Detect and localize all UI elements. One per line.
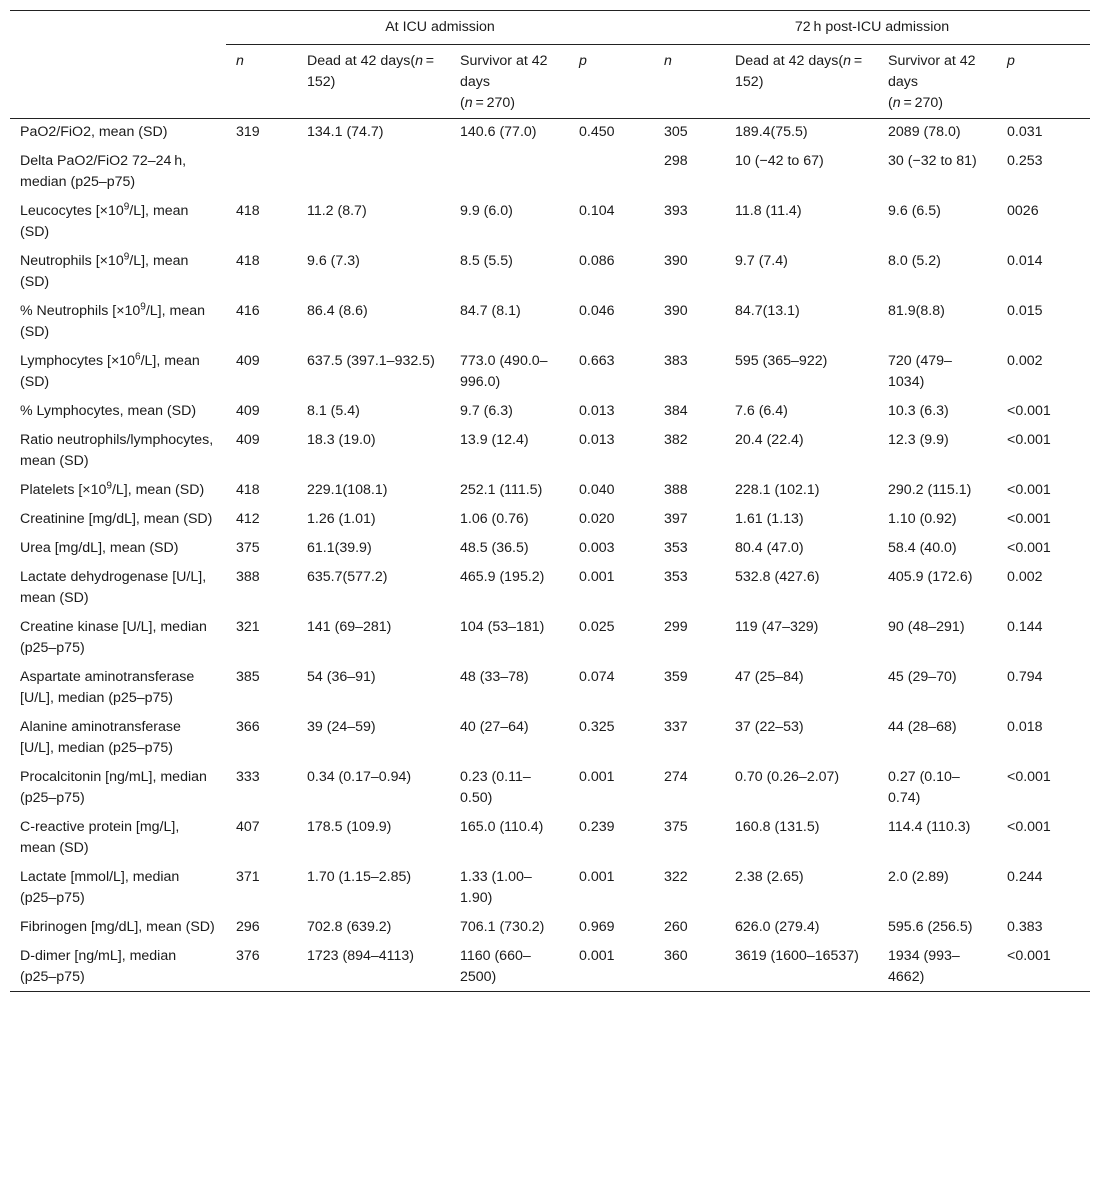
cell-survivor-admission: 48.5 (36.5) <box>460 540 529 556</box>
cell-n-admission: 385 <box>236 669 260 685</box>
cell-p-72h: <0.001 <box>1007 432 1051 448</box>
cell-survivor-admission: 465.9 (195.2) <box>460 569 545 585</box>
table-row <box>10 713 1090 763</box>
cell-n-admission: 371 <box>236 869 260 885</box>
cell-dead-72h: 595 (365–922) <box>735 353 828 369</box>
table-container <box>10 10 1090 992</box>
cell-survivor-72h: 45 (29–70) <box>888 669 957 685</box>
cell-dead-72h: 0.70 (0.26–2.07) <box>735 769 840 785</box>
cell-n-72h: 384 <box>664 403 688 419</box>
row-label: Creatine kinase [U/L], median (p25–p75) <box>20 619 207 656</box>
cell-n-72h: 274 <box>664 769 688 785</box>
cell-dead-admission: 702.8 (639.2) <box>307 919 392 935</box>
column-header-row <box>10 45 1090 119</box>
cell-dead-72h: 84.7(13.1) <box>735 303 800 319</box>
cell-p-72h: 0.014 <box>1007 253 1043 269</box>
cell-n-72h: 393 <box>664 203 688 219</box>
cell-survivor-admission: 1.33 (1.00–1.90) <box>460 869 532 906</box>
table-row <box>10 942 1090 992</box>
cell-dead-admission: 11.2 (8.7) <box>307 203 367 219</box>
cell-dead-admission: 39 (24–59) <box>307 719 376 735</box>
cell-n-72h: 375 <box>664 819 688 835</box>
row-label: Ratio neutrophils/lymphocytes, mean (SD) <box>20 432 214 469</box>
cell-dead-72h: 1.61 (1.13) <box>735 511 804 527</box>
cell-n-admission: 296 <box>236 919 260 935</box>
column-header-blank <box>10 45 226 119</box>
cell-survivor-admission: 706.1 (730.2) <box>460 919 545 935</box>
row-label: Delta PaO2/FiO2 72–24 h, median (p25–p75) <box>20 153 187 190</box>
cell-n-72h: 397 <box>664 511 688 527</box>
cell-dead-admission: 9.6 (7.3) <box>307 253 360 269</box>
cell-dead-admission: 635.7(577.2) <box>307 569 388 585</box>
cell-n-admission: 376 <box>226 942 297 992</box>
cell-n-admission: 388 <box>236 569 260 585</box>
cell-p-admission: 0.040 <box>579 482 615 498</box>
cell-n-admission: 366 <box>236 719 260 735</box>
cell-survivor-72h: 1.10 (0.92) <box>888 511 957 527</box>
cell-n-72h: 382 <box>664 432 688 448</box>
cell-n-72h: 359 <box>664 669 688 685</box>
cell-survivor-72h: 90 (48–291) <box>888 619 965 635</box>
cell-dead-72h: 228.1 (102.1) <box>735 482 820 498</box>
cell-p-admission: 0.104 <box>579 203 615 219</box>
cell-p-admission: 0.074 <box>579 669 615 685</box>
cell-p-72h: <0.001 <box>1007 403 1051 419</box>
cell-n-72h: 390 <box>664 303 688 319</box>
cell-n-72h: 322 <box>664 869 688 885</box>
cell-dead-admission: 1.26 (1.01) <box>307 511 376 527</box>
cell-n-admission: 416 <box>236 303 260 319</box>
cell-p-admission: 0.325 <box>579 719 615 735</box>
cell-survivor-admission: 13.9 (12.4) <box>460 432 529 448</box>
cell-n-admission <box>226 147 297 197</box>
row-label: Aspartate aminotransferase [U/L], median (p25–p75) <box>20 669 195 706</box>
cell-p-72h: <0.001 <box>1007 511 1051 527</box>
cell-survivor-admission: 1.06 (0.76) <box>460 511 529 527</box>
cell-n-admission: 407 <box>236 819 260 835</box>
cell-p-admission: 0.001 <box>579 769 615 785</box>
cell-survivor-72h: 2.0 (2.89) <box>888 869 949 885</box>
cell-survivor-72h: 44 (28–68) <box>888 719 957 735</box>
cell-dead-admission: 8.1 (5.4) <box>307 403 360 419</box>
cell-survivor-72h: 720 (479–1034) <box>888 353 952 390</box>
cell-p-admission: 0.013 <box>579 403 615 419</box>
table-row <box>10 119 1090 148</box>
cell-survivor-72h: 1934 (993–4662) <box>878 942 997 992</box>
cell-p-admission: 0.001 <box>579 569 615 585</box>
cell-n-72h: 390 <box>664 253 688 269</box>
row-label: Fibrinogen [mg/dL], mean (SD) <box>20 919 215 935</box>
cell-dead-72h: 10 (−42 to 67) <box>735 153 824 169</box>
cell-p-admission: 0.239 <box>579 819 615 835</box>
cell-n-72h: 260 <box>664 919 688 935</box>
cell-dead-72h: 189.4(75.5) <box>725 119 878 148</box>
cell-p-admission: 0.086 <box>579 253 615 269</box>
cell-p-72h: 0.031 <box>997 119 1090 148</box>
cell-p-72h: 0.244 <box>1007 869 1043 885</box>
cell-survivor-72h: 9.6 (6.5) <box>888 203 941 219</box>
column-header-p-72h: p <box>1007 53 1015 69</box>
cell-p-admission: 0.025 <box>579 619 615 635</box>
group-header-admission: At ICU admission <box>226 11 654 45</box>
row-label: % Neutrophils $[\times 10^9/L]$, mean (SD) <box>20 301 205 340</box>
cell-dead-72h: 9.7 (7.4) <box>735 253 788 269</box>
table-row <box>10 297 1090 347</box>
column-header-n-admission: n <box>236 53 244 69</box>
table-body <box>10 119 1090 992</box>
row-label: C-reactive protein [mg/L], mean (SD) <box>20 819 180 856</box>
header-blank <box>10 11 226 45</box>
row-label: Leucocytes $[\times 10^9/L]$, mean (SD) <box>20 201 189 240</box>
cell-n-admission: 409 <box>236 432 260 448</box>
table-row <box>10 613 1090 663</box>
table-header <box>10 11 1090 119</box>
cell-dead-admission: 134.1 (74.7) <box>297 119 450 148</box>
column-header-survivor-admission: Survivor at 42 days (n = 270) <box>460 53 548 111</box>
cell-survivor-admission: 1160 (660–2500) <box>450 942 569 992</box>
row-label: Lactate [mmol/L], median (p25–p75) <box>20 869 180 906</box>
cell-p-72h: <0.001 <box>1007 482 1051 498</box>
cell-dead-72h: 37 (22–53) <box>735 719 804 735</box>
table-row <box>10 913 1090 942</box>
cell-n-72h: 305 <box>654 119 725 148</box>
table-row <box>10 505 1090 534</box>
table-row <box>10 663 1090 713</box>
row-label: % Lymphocytes, mean (SD) <box>20 403 197 419</box>
row-label: Procalcitonin [ng/mL], median (p25–p75) <box>20 769 207 806</box>
cell-n-admission: 321 <box>236 619 260 635</box>
cell-p-72h: 0.018 <box>1007 719 1043 735</box>
cell-dead-admission: 1.70 (1.15–2.85) <box>307 869 412 885</box>
cell-n-admission: 409 <box>236 403 260 419</box>
cell-dead-72h: 2.38 (2.65) <box>735 869 804 885</box>
cell-dead-admission: 61.1(39.9) <box>307 540 372 556</box>
column-header-p-admission: p <box>579 53 587 69</box>
cell-p-72h: 0.015 <box>1007 303 1043 319</box>
cell-survivor-72h: 114.4 (110.3) <box>888 819 971 835</box>
cell-p-admission: 0.003 <box>579 540 615 556</box>
cell-dead-72h: 7.6 (6.4) <box>735 403 788 419</box>
cell-dead-admission: 1723 (894–4113) <box>297 942 450 992</box>
cell-dead-admission: 178.5 (109.9) <box>307 819 392 835</box>
cell-n-72h: 353 <box>664 540 688 556</box>
cell-dead-72h: 80.4 (47.0) <box>735 540 804 556</box>
cell-n-admission: 375 <box>236 540 260 556</box>
column-header-dead-72h: Dead at 42 days(n = 152) <box>735 53 865 90</box>
cell-survivor-72h: 30 (−32 to 81) <box>888 153 977 169</box>
cell-survivor-admission: 140.6 (77.0) <box>450 119 569 148</box>
table-row <box>10 476 1090 505</box>
row-label: D-dimer [ng/mL], median (p25–p75) <box>10 942 226 992</box>
cell-survivor-72h: 290.2 (115.1) <box>888 482 972 498</box>
cell-survivor-admission: 9.9 (6.0) <box>460 203 513 219</box>
row-label: Neutrophils $[\times 10^9/L]$, mean (SD) <box>20 251 189 290</box>
cell-survivor-admission: 8.5 (5.5) <box>460 253 513 269</box>
cell-p-admission: 0.046 <box>579 303 615 319</box>
row-label: PaO2/FiO2, mean (SD) <box>10 119 226 148</box>
cell-survivor-admission: 773.0 (490.0–996.0) <box>460 353 548 390</box>
row-label: Creatinine [mg/dL], mean (SD) <box>20 511 213 527</box>
cell-survivor-admission: 84.7 (8.1) <box>460 303 521 319</box>
cell-p-admission <box>569 147 654 197</box>
row-label: Platelets $[\times 10^9/L]$, mean (SD) <box>20 480 205 498</box>
cell-survivor-admission: 9.7 (6.3) <box>460 403 513 419</box>
table-row <box>10 813 1090 863</box>
cell-p-admission: 0.020 <box>579 511 615 527</box>
cell-dead-admission: 637.5 (397.1–932.5) <box>307 353 435 369</box>
cell-p-admission: 0.969 <box>579 919 615 935</box>
cell-dead-72h: 626.0 (279.4) <box>735 919 820 935</box>
cell-survivor-admission <box>450 147 569 197</box>
cell-p-72h: <0.001 <box>1007 540 1051 556</box>
cell-survivor-admission: 48 (33–78) <box>460 669 529 685</box>
table-row <box>10 347 1090 397</box>
cell-p-72h: 0.253 <box>1007 153 1043 169</box>
cell-p-72h: 0.002 <box>1007 353 1043 369</box>
cell-p-admission: 0.450 <box>569 119 654 148</box>
cell-survivor-72h: 10.3 (6.3) <box>888 403 949 419</box>
cell-n-72h: 353 <box>664 569 688 585</box>
cell-n-admission: 409 <box>236 353 260 369</box>
cell-n-72h: 298 <box>664 153 688 169</box>
cell-dead-admission <box>297 147 450 197</box>
cell-n-admission: 319 <box>226 119 297 148</box>
cell-p-72h: <0.001 <box>1007 769 1051 785</box>
table-row <box>10 863 1090 913</box>
cell-dead-admission: 54 (36–91) <box>307 669 376 685</box>
cell-survivor-admission: 40 (27–64) <box>460 719 529 735</box>
cell-dead-72h: 532.8 (427.6) <box>735 569 820 585</box>
cell-dead-admission: 141 (69–281) <box>307 619 392 635</box>
cell-dead-72h: 160.8 (131.5) <box>735 819 820 835</box>
table-row <box>10 397 1090 426</box>
cell-survivor-72h: 12.3 (9.9) <box>888 432 949 448</box>
row-label: Urea [mg/dL], mean (SD) <box>20 540 179 556</box>
column-header-n-72h: n <box>664 53 672 69</box>
cell-dead-72h: 11.8 (11.4) <box>735 203 802 219</box>
cell-dead-72h: 3619 (1600–16537) <box>725 942 878 992</box>
cell-survivor-72h: 8.0 (5.2) <box>888 253 941 269</box>
cell-n-72h: 388 <box>664 482 688 498</box>
cell-p-72h: 0.383 <box>1007 919 1043 935</box>
cell-n-admission: 418 <box>236 203 260 219</box>
cell-p-admission: 0.001 <box>579 869 615 885</box>
cell-n-admission: 418 <box>236 482 260 498</box>
cell-survivor-72h: 0.27 (0.10–0.74) <box>888 769 960 806</box>
cell-dead-72h: 47 (25–84) <box>735 669 804 685</box>
cell-survivor-admission: 104 (53–181) <box>460 619 545 635</box>
cell-dead-admission: 86.4 (8.6) <box>307 303 368 319</box>
cell-survivor-72h: 405.9 (172.6) <box>888 569 973 585</box>
row-label: Lactate dehydrogenase [U/L], mean (SD) <box>20 569 207 606</box>
table-row <box>10 197 1090 247</box>
row-label: Alanine aminotransferase [U/L], median (p25–p75) <box>20 719 181 756</box>
results-table <box>10 10 1090 992</box>
cell-dead-72h: 20.4 (22.4) <box>735 432 804 448</box>
cell-survivor-admission: 252.1 (111.5) <box>460 482 543 498</box>
table-row <box>10 763 1090 813</box>
cell-survivor-72h: 81.9(8.8) <box>888 303 945 319</box>
cell-dead-72h: 119 (47–329) <box>735 619 819 635</box>
table-row <box>10 426 1090 476</box>
cell-p-admission: 0.001 <box>569 942 654 992</box>
cell-survivor-72h: 595.6 (256.5) <box>888 919 973 935</box>
cell-n-admission: 412 <box>236 511 260 527</box>
cell-p-72h: <0.001 <box>1007 819 1051 835</box>
table-row <box>10 247 1090 297</box>
cell-survivor-admission: 165.0 (110.4) <box>460 819 544 835</box>
cell-p-72h: 0.144 <box>1007 619 1043 635</box>
table-row <box>10 534 1090 563</box>
cell-dead-admission: 229.1(108.1) <box>307 482 388 498</box>
cell-n-72h: 337 <box>664 719 688 735</box>
cell-p-admission: 0.663 <box>579 353 615 369</box>
cell-p-admission: 0.013 <box>579 432 615 448</box>
cell-n-admission: 333 <box>236 769 260 785</box>
cell-survivor-admission: 0.23 (0.11–0.50) <box>460 769 531 806</box>
cell-dead-admission: 0.34 (0.17–0.94) <box>307 769 412 785</box>
table-row <box>10 147 1090 197</box>
cell-n-admission: 418 <box>236 253 260 269</box>
column-header-survivor-72h: Survivor at 42 days (n = 270) <box>888 53 976 111</box>
cell-p-72h: <0.001 <box>997 942 1090 992</box>
row-label: Lymphocytes $[\times 10^6/L]$, mean (SD) <box>20 351 200 390</box>
cell-survivor-72h: 58.4 (40.0) <box>888 540 957 556</box>
table-row <box>10 563 1090 613</box>
cell-p-72h: 0.002 <box>1007 569 1043 585</box>
group-header-72h: 72 h post-ICU admission <box>654 11 1090 45</box>
cell-n-72h: 299 <box>664 619 688 635</box>
column-header-dead-admission: Dead at 42 days(n = 152) <box>307 53 437 90</box>
cell-dead-admission: 18.3 (19.0) <box>307 432 376 448</box>
cell-n-72h: 360 <box>654 942 725 992</box>
cell-p-72h: 0.794 <box>1007 669 1043 685</box>
cell-survivor-72h: 2089 (78.0) <box>878 119 997 148</box>
cell-p-72h: 0026 <box>1007 203 1039 219</box>
cell-n-72h: 383 <box>664 353 688 369</box>
